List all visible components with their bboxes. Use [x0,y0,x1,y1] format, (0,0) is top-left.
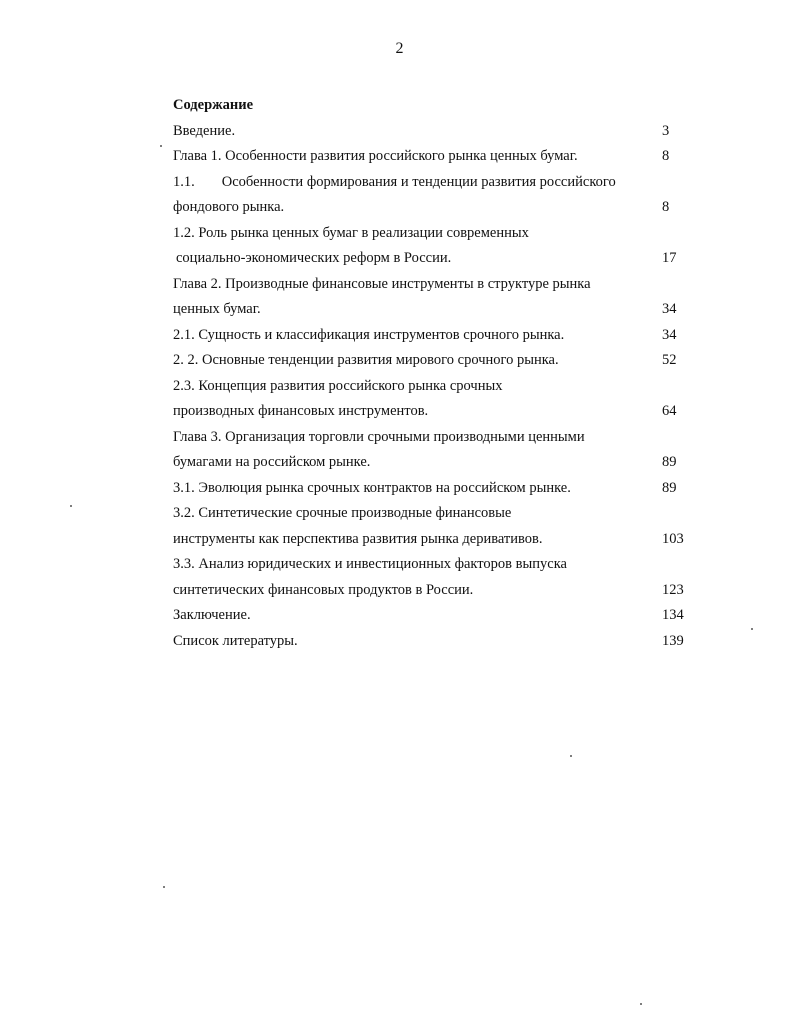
toc-entry-page: 34 [662,301,677,317]
toc-entry-text: Заключение. [173,607,251,623]
toc-entry-text: Особенности формирования и тенденции развития российского [221,173,616,190]
toc-entry-section-2-1 [173,323,693,349]
scan-speck [163,886,165,888]
toc-entry-section-1-1 [173,170,693,196]
toc-entry-section-2-3-cont [173,399,693,425]
toc-entry-page: 3 [662,122,670,139]
toc-entry-text: 2.1. Сущность и классификация инструментов срочного рынка. [173,326,565,343]
toc-entry-page: 34 [662,326,677,343]
toc-entry-text: Список литературы. [173,632,298,649]
toc-entry-section-3-2 [173,501,693,527]
toc-entry-chapter-3-cont [173,450,693,476]
toc-entry-section-2-3 [173,374,693,400]
toc-entry-text: Глава 3. Организация торговли срочными производными ценными [173,428,585,445]
toc-entry-section-3-2-cont [173,527,693,553]
toc-entry-chapter-1 [173,144,693,170]
toc-entry-section-3-1 [173,476,693,502]
toc-entry-text: 3.1. Эволюция рынка срочных контрактов на российском рынке. [173,479,571,496]
toc-entry-section-1-1-cont [173,195,693,221]
toc-entry-section-3-3-cont [173,578,693,604]
toc-entry-section-1-2-cont [173,246,693,272]
toc-entry-page: 8 [662,148,670,164]
toc-entry-text: Глава 2. Производные финансовые инструменты в структуре рынка [173,275,591,292]
toc-entry-text: бумагами на российском рынке. [173,454,371,470]
toc-entry-text: 1.2. Роль рынка ценных бумаг в реализации современных [173,224,529,241]
toc-entry-text: Глава 1. Особенности развития российского рынка ценных бумаг. [173,148,578,164]
toc-entry-page: 52 [662,352,677,368]
toc-entry-bibliography [173,629,693,655]
toc-entry-page: 8 [662,199,670,215]
scan-speck [570,755,572,757]
toc-entry-text: фондового рынка. [173,199,285,215]
toc-entry-page: 134 [662,607,684,623]
toc-entry-conclusion [173,603,693,629]
toc-entry-text: 2.3. Концепция развития российского рынка срочных [173,377,503,394]
toc-entry-page: 139 [662,632,684,649]
scan-speck [160,145,162,147]
toc-entry-page: 89 [662,479,677,496]
toc-entry-number: 1.1. [173,173,195,190]
scan-speck [640,1003,642,1005]
toc-title: Содержание [173,97,254,113]
toc-entry-chapter-2 [173,272,693,298]
toc-entry-chapter-2-cont [173,297,693,323]
toc-entry-text: 3.3. Анализ юридических и инвестиционных факторов выпуска [173,556,567,572]
toc-entry-text: 3.2. Синтетические срочные производные финансовые [173,505,512,521]
page-number: 2 [395,40,404,57]
toc-entry-chapter-3 [173,425,693,451]
scan-speck [751,628,753,630]
toc-entry-section-2-2 [173,348,693,374]
toc-entry-section-1-2 [173,221,693,247]
toc-entry-page: 64 [662,403,677,419]
toc-entry-text: 2. 2. Основные тенденции развития мирового срочного рынка. [173,352,559,368]
toc-entry-page: 123 [662,581,684,598]
toc-entry-page: 103 [662,530,684,547]
toc-entry-page: 89 [662,454,677,470]
toc-entry-text: производных финансовых инструментов. [173,403,429,419]
toc-entry-text: Введение. [173,122,236,139]
table-of-contents [173,93,693,654]
toc-entry-text: социально-экономических реформ в России. [176,250,452,266]
toc-entry-text: инструменты как перспектива развития рынка деривативов. [173,530,543,547]
toc-entry-text: ценных бумаг. [173,301,261,317]
toc-entry-page: 17 [662,250,677,266]
toc-entry-text: синтетических финансовых продуктов в России. [173,581,474,598]
toc-entry-section-3-3 [173,552,693,578]
scan-speck [70,505,72,507]
toc-entry-introduction [173,119,693,145]
